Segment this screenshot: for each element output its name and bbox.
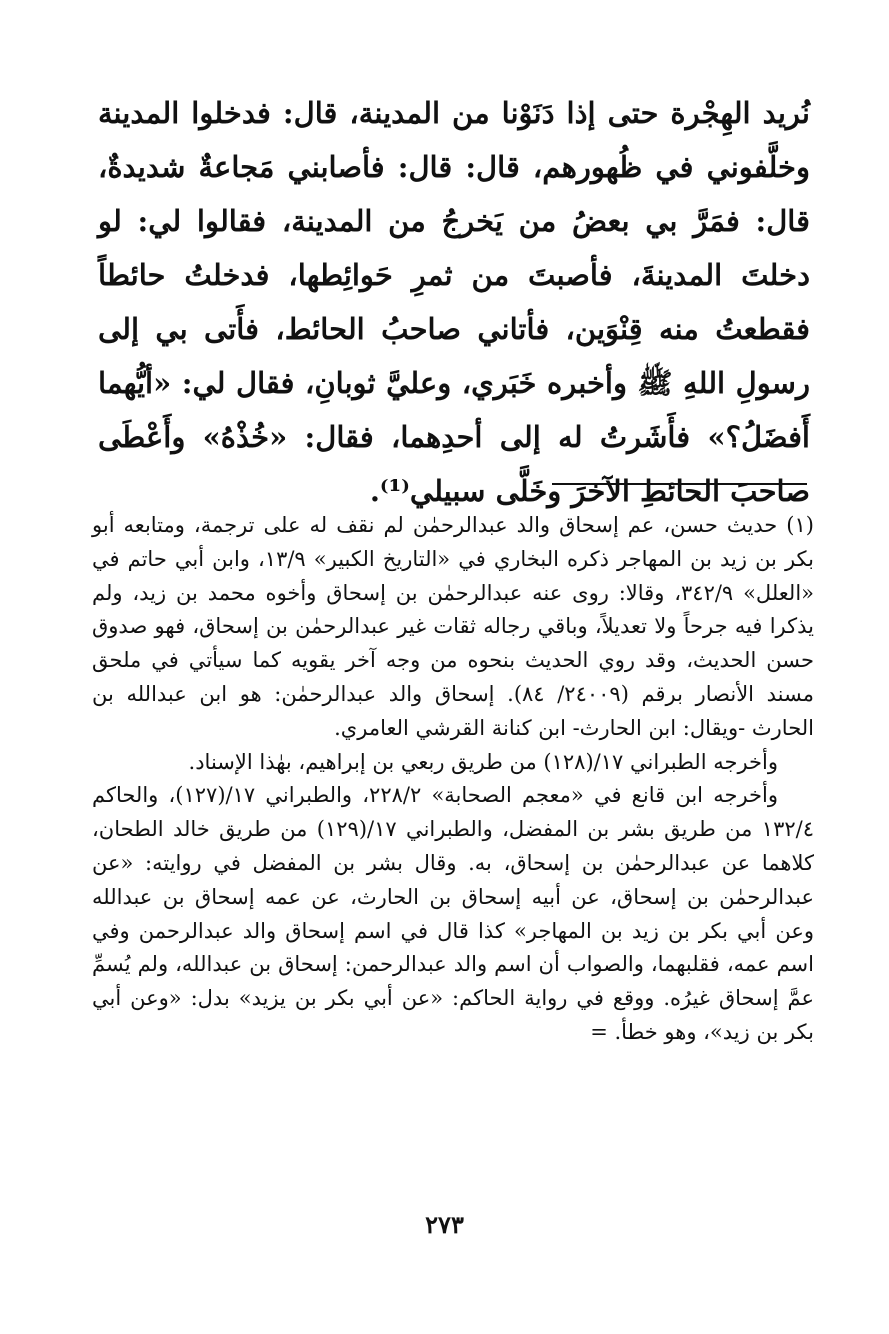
main-paragraph: نُريد الهِجْرة حتى إذا دَنَوْنا من المدينة، قال: فدخلوا المدينة وخلَّفوني في ظُهورهم، قال: قال: فأصابني مَجاعةٌ شديدةٌ، قال: فمَرَّ بي بعضُ من يَخرجُ من المدينة، فقالوا لي: لو دخلتَ المدينةَ، فأصبتَ من ثمرِ حَوائِطها، فدخلتُ حائطاً فقطعتُ منه قِنْوَين، فأتاني صاحبُ الحائط، فأَتى بي إلى رسولِ اللهِ ﷺ وأخبره خَبَري، وعليَّ ثوبانِ، فقال لي: «أيُّهما أَفضَلُ؟» فأَشَرتُ له إلى أحدِهما، فقال: «خُذْهُ» وأَعْطَى صاحبَ الحائطِ الآخرَ وخَلَّى سبيلي⁽¹⁾. xyxy=(98,96,810,508)
footnotes-block xyxy=(92,509,814,1050)
footnote-paragraph-2: وأخرجه الطبراني ١٧/(١٢٨) من طريق ربعي بن إبراهيم، بهٰذا الإسناد. xyxy=(188,749,778,774)
main-text-block xyxy=(98,86,810,518)
footnote-separator xyxy=(552,483,807,485)
footnote-paragraph-1: (١) حديث حسن، عم إسحاق والد عبدالرحمٰن لم نقف له على ترجمة، ومتابعه أبو بكر بن زيد بن المهاجر ذكره البخاري في «التاريخ الكبير» ١٣/٩، وابن أبي حاتم في «العلل» ٣٤٢/٩، وقالا: روى عنه عبدالرحمٰن بن إسحاق وأخوه محمد بن زيد، ولم يذكرا فيه جرحاً ولا تعديلاً، وباقي رجاله ثقات غير عبدالرحمٰن بن إسحاق، فهو صدوق حسن الحديث، وقد روي الحديث بنحوه من وجه آخر يقويه كما سيأتي في ملحق مسند الأنصار برقم (٢٤٠٠٩/ ٨٤). إسحاق والد عبدالرحمٰن: هو ابن عبدالله بن الحارث -ويقال: ابن الحارث- ابن كنانة القرشي العامري. xyxy=(92,513,815,740)
footnote-paragraph-3: وأخرجه ابن قانع في «معجم الصحابة» ٢٢٨/٢، والطبراني ١٧/(١٢٧)، والحاكم ١٣٢/٤ من طريق بشر بن المفضل، والطبراني ١٧/(١٢٩) من طريق خالد الطحان، كلاهما عن عبدالرحمٰن بن إسحاق، به. وقال بشر بن المفضل في روايته: «عن عبدالرحمٰن بن إسحاق، عن أبيه إسحاق بن الحارث، عن عمه إسحاق بن عبدالله وعن أبي بكر بن زيد بن المهاجر» كذا قال في اسم إسحاق والد عبدالرحمن وفي اسم عمه، فقلبهما، والصواب أن اسم والد عبدالرحمن: إسحاق بن عبدالله، ولم يُسمِّ عمَّ إسحاق غيرُه. ووقع في رواية الحاكم: «عن أبي بكر بن يزيد» بدل: «وعن أبي بكر بن زيد»، وهو خطأ. = xyxy=(92,783,814,1044)
page-number: ٢٧٣ xyxy=(425,1210,464,1239)
